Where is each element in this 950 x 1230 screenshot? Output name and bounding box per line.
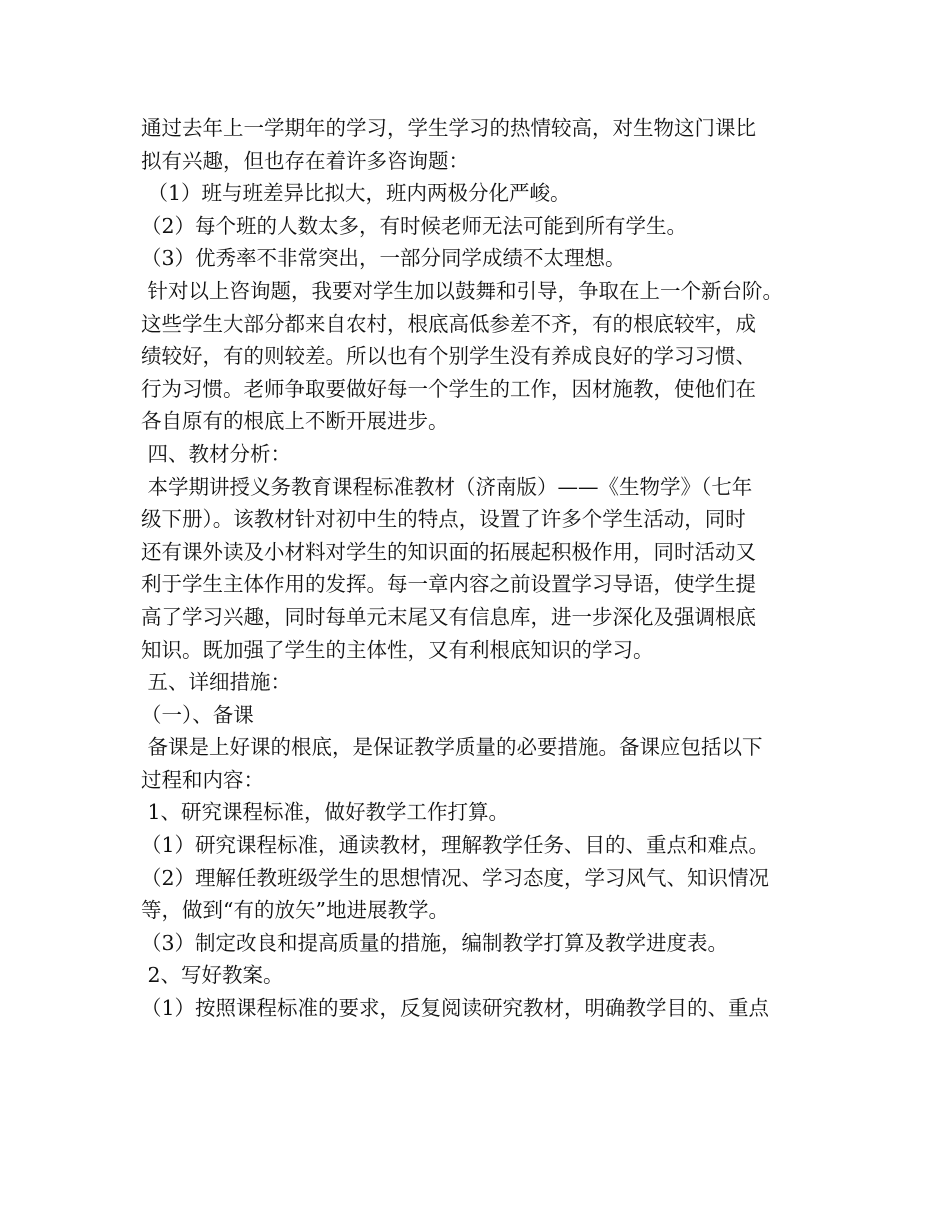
subsection-heading: （一）、备课 (141, 702, 254, 727)
text-line: 通过去年上一学期年的学习，学生学习的热情较高，对生物这门课比 (141, 116, 756, 140)
list-item: （2）理解任教班级学生的思想情况、学习态度，学习风气、知识情况 (141, 865, 770, 890)
text-line: （2）每个班的人数太多，有时候老师无法可能到所有学生。 (141, 213, 688, 238)
list-item: （3）制定改良和提高质量的措施，编制教学打算及教学进度表。 (141, 930, 729, 955)
text-line: （1）班与班差异比拟大，班内两极分化严峻。 (141, 181, 571, 206)
text-line: 拟有兴趣，但也存在着许多咨询题： (141, 148, 469, 173)
text-line: 各自原有的根底上不断开展进步。 (141, 409, 449, 434)
text-line: （3）优秀率不非常突出，一部分同学成绩不太理想。 (141, 246, 626, 271)
text-line: 利于学生主体作用的发挥。每一章内容之前设置学习导语，使学生提 (141, 572, 756, 597)
text-line: 还有课外读及小材料对学生的知识面的拓展起积极作用，同时活动又 (141, 539, 756, 564)
section-heading: 五、详细措施： (141, 670, 292, 695)
list-item: 等，做到“有的放矢”地进展教学。 (141, 898, 449, 923)
list-heading: 1、研究课程标准，做好教学工作打算。 (141, 800, 510, 825)
text-line: 高了学习兴趣，同时每单元末尾又有信息库，进一步深化及强调根底 (141, 604, 756, 629)
text-line: 备课是上好课的根底，是保证教学质量的必要措施。备课应包括以下 (141, 735, 763, 760)
list-item: （1）按照课程标准的要求，反复阅读研究教材，明确教学目的、重点 (141, 996, 770, 1021)
text-line: 行为习惯。老师争取要做好每一个学生的工作，因材施教，使他们在 (141, 376, 756, 401)
list-item: （1）研究课程标准，通读教材，理解教学任务、目的、重点和难点。 (141, 833, 770, 858)
text-line: 级下册）。该教材针对初中生的特点，设置了许多个学生活动，同时 (141, 507, 746, 532)
text-line: 过程和内容： (141, 767, 264, 792)
list-heading: 2、写好教案。 (141, 963, 284, 988)
text-line: 针对以上咨询题，我要对学生加以鼓舞和引导，争取在上一个新台阶。 (141, 278, 784, 303)
text-line: 这些学生大部分都来自农村，根底高低参差不齐，有的根底较牢，成 (141, 311, 756, 336)
text-line: 绩较好，有的则较差。所以也有个别学生没有养成良好的学习习惯、 (141, 344, 756, 369)
document-body (141, 112, 821, 1025)
text-line: 本学期讲授义务教育课程标准教材（济南版）——《生物学》（七年 (141, 474, 753, 499)
section-heading: 四、教材分析： (141, 441, 292, 466)
text-line: 知识。既加强了学生的主体性，又有利根底知识的学习。 (141, 637, 654, 662)
